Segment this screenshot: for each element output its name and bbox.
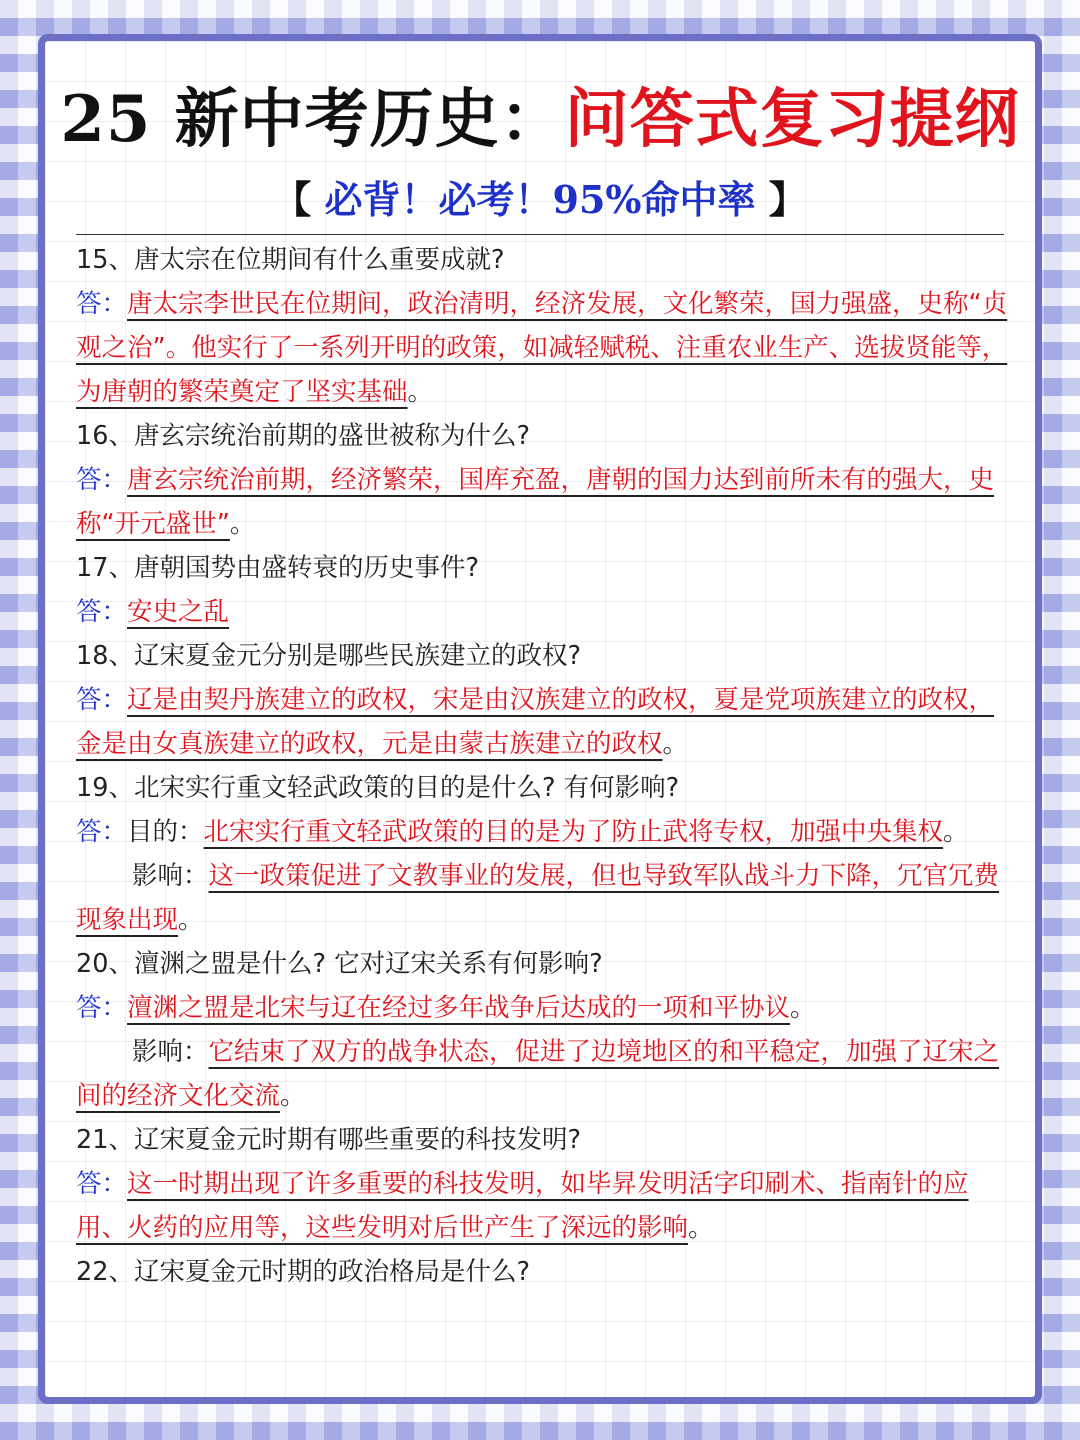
answer-label: 答： [76,817,128,847]
question-20: 20、澶渊之盟是什么? 它对辽宋关系有何影响? [76,949,603,979]
purpose-label: 目的： [127,817,204,847]
title-black-part: 25 新中考历史： [60,82,565,157]
answer-20: 答：澶渊之盟是北宋与辽在经过多年战争后达成的一项和平协议。 [76,993,816,1023]
subtitle-tagline: 必背！必考！95%命中率 [324,177,756,222]
question-17: 17、唐朝国势由盛转衰的历史事件? [76,553,479,583]
page-title [0,80,1080,160]
title-red-part: 问答式复习提纲 [564,82,1020,157]
answer-text: 这一政策促进了文教事业的发展，但也导致军队战斗力下降，冗官冗费现象出现 [76,861,1000,935]
question-19: 19、北宋实行重文轻武政策的目的是什么? 有何影响? [76,773,680,803]
answer-label: 答： [76,289,128,319]
answer-16: 答：唐玄宗统治前期，经济繁荣，国库充盈，唐朝的国力达到前所未有的强大，史称“开元盛世”。 [76,465,995,539]
question-21: 21、辽宋夏金元时期有哪些重要的科技发明? [76,1125,581,1155]
answer-18: 答：辽是由契丹族建立的政权，宋是由汉族建立的政权，夏是党项族建立的政权，金是由女真族建立的政权，元是由蒙古族建立的政权。 [76,685,995,759]
answer-label: 答： [76,597,128,627]
answer-text: 安史之乱 [127,597,230,627]
subtitle-open-bracket: 【 [273,177,325,222]
answer-20-impact: 影响：它结束了双方的战争状态，促进了边境地区的和平稳定，加强了辽宋之间的经济文化交流。 [76,1037,1000,1111]
answer-label: 答： [76,1169,128,1199]
question-16: 16、唐玄宗统治前期的盛世被称为什么? [76,421,530,451]
answer-label: 答： [76,993,128,1023]
question-22: 22、辽宋夏金元时期的政治格局是什么? [76,1257,530,1287]
page-subtitle [0,172,1080,228]
qa-list [76,238,1008,1294]
question-18: 18、辽宋夏金元分别是哪些民族建立的政权? [76,641,581,671]
answer-text: 澶渊之盟是北宋与辽在经过多年战争后达成的一项和平协议 [127,993,791,1023]
answer-17 [76,590,1008,634]
answer-label: 答： [76,685,128,715]
question-15: 15、唐太宗在位期间有什么重要成就? [76,245,505,275]
answer-text: 辽是由契丹族建立的政权，宋是由汉族建立的政权，夏是党项族建立的政权，金是由女真族建立的政权，元是由蒙古族建立的政权 [76,685,995,759]
answer-text: 它结束了双方的战争状态，促进了边境地区的和平稳定，加强了辽宋之间的经济文化交流 [76,1037,1000,1111]
answer-text: 唐太宗李世民在位期间，政治清明，经济发展，文化繁荣，国力强盛，史称“贞观之治”。他实行了一系列开明的政策，如减轻赋税、注重农业生产、选拔贤能等，为唐朝的繁荣奠定了坚实基础 [76,289,1008,407]
answer-19-purpose: 答：目的：北宋实行重文轻武政策的目的是为了防止武将专权，加强中央集权。 [76,817,969,847]
answer-15: 答：唐太宗李世民在位期间，政治清明，经济发展，文化繁荣，国力强盛，史称“贞观之治”。他实行了一系列开明的政策，如减轻赋税、注重农业生产、选拔贤能等，为唐朝的繁荣奠定了坚实基础。 [76,289,1008,407]
answer-text: 这一时期出现了许多重要的科技发明，如毕昇发明活字印刷术、指南针的应用、火药的应用等，这些发明对后世产生了深远的影响 [76,1169,969,1243]
answer-text: 唐玄宗统治前期，经济繁荣，国库充盈，唐朝的国力达到前所未有的强大，史称“开元盛世” [76,465,995,539]
header-divider [76,234,1004,235]
impact-label: 影响： [132,1037,209,1067]
impact-label: 影响： [132,861,209,891]
subtitle-close-bracket: 】 [755,177,807,222]
answer-19-impact: 影响：这一政策促进了文教事业的发展，但也导致军队战斗力下降，冗官冗费现象出现。 [76,861,1000,935]
answer-label: 答： [76,465,128,495]
answer-text: 北宋实行重文轻武政策的目的是为了防止武将专权，加强中央集权 [203,817,944,847]
answer-21: 答：这一时期出现了许多重要的科技发明，如毕昇发明活字印刷术、指南针的应用、火药的应用等，这些发明对后世产生了深远的影响。 [76,1169,969,1243]
